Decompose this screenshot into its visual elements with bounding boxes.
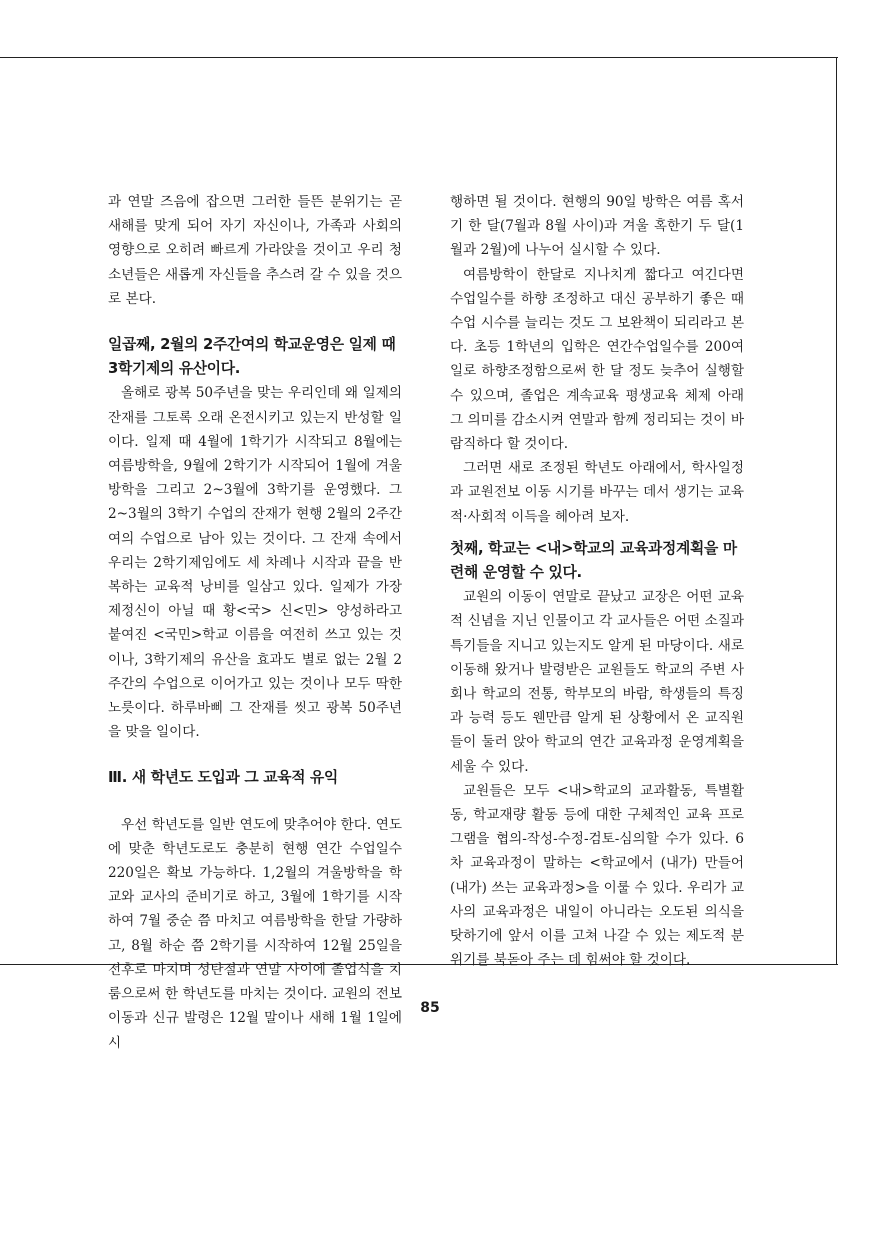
section-heading: 첫째, 학교는 <내>학교의 교육과정계획을 마련해 운영할 수 있다. (450, 539, 737, 582)
paragraph: 올해로 광복 50주년을 맞는 우리인데 왜 일제의 잔재를 그토록 오래 온전시키고 있는지 반성할 일이다. 일제 때 4월에 1학기가 시작되고 8월에는 여름방학을, 9월에 2학기가 시작되어 1월에 겨울방학을 그리고 2~3월에 3학기를 운영했다. 그 2~3월의 3학기 수업의 잔재가 현행 2월의 2주간여의 수업으로 남아 있는 것이다. 그 잔재 속에서 우리는 2학기제임에도 세 차례나 시작과 끝을 반복하는 교육적 낭비를 일삼고 있다. 일제가 가장 제정신이 아닐 때 황<국> 신<민> 양성하라고 붙여진 <국민>학교 이름을 여전히 쓰고 있는 것이나, 3학기제의 유산을 효과도 별로 없는 2월 2주간의 수업으로 이어가고 있는 것이나 모두 딱한 노릇이다. 하루바삐 그 잔재를 씻고 광복 50주년을 맞을 일이다. (108, 385, 402, 741)
paragraph: 행하면 될 것이다. 현행의 90일 방학은 여름 혹서기 한 달(7월과 8월 사이)과 겨울 혹한기 두 달(1월과 2월)에 나누어 실시할 수 있다. (450, 194, 744, 259)
left-column (108, 190, 402, 1055)
page-number: 85 (420, 1000, 440, 1016)
paragraph: 교원의 이동이 연말로 끝났고 교장은 어떤 교육적 신념을 지닌 인물이고 각 교사들은 어떤 소질과 특기들을 지니고 있는지도 알게 된 마당이다. 새로 이동해 왔거나 발령받은 교원들도 학교의 주변 사회나 학교의 전통, 학부모의 바람, 학생들의 특징과 능력 등도 웬만큼 알게 된 상황에서 온 교직원들이 둘러 앉아 학교의 연간 교육과정 운영계획을 세울 수 있다. (450, 589, 744, 775)
top-rule (0, 57, 838, 58)
right-column (450, 190, 744, 973)
paragraph: 여름방학이 한달로 지나치게 짧다고 여긴다면 수업일수를 하향 조정하고 대신 공부하기 좋은 때 수업 시수를 늘리는 것도 그 보완책이 되리라고 본다. 초등 1학년의 입학은 연간수업일수를 200여일로 하향조정함으로써 한 달 정도 늦추어 실행할 수 있으며, 졸업은 계속교육 평생교육 체제 아래 그 의미를 감소시켜 연말과 함께 정리되는 것이 바람직하다 할 것이다. (450, 266, 744, 453)
section-heading: Ⅲ. 새 학년도 도입과 그 교육적 유익 (108, 769, 339, 787)
paragraph: 그러면 새로 조정된 학년도 아래에서, 학사일정과 교원전보 이동 시기를 바꾸는 데서 생기는 교육적·사회적 이득을 헤아려 보자. (450, 460, 744, 525)
section-heading: 일곱째, 2월의 2주간여의 학교운영은 일제 때 3학기제의 유산이다. (108, 336, 396, 378)
paragraph: 우선 학년도를 일반 연도에 맞추어야 한다. 연도에 맞춘 학년도로도 충분히 현행 연간 수업일수 220일은 확보 가능하다. 1,2월의 겨울방학을 학교와 교사의 준비기로 하고, 3월에 1학기를 시작하여 7월 중순 쯤 마치고 여름방학을 한달 가량하고, 8월 하순 쯤 2학기를 시작하여 12월 25일을 전후로 마치며 성탄절과 연말 사이에 졸업식을 치룸으로써 한 학년도를 마치는 것이다. 교원의 전보 이동과 신규 발령은 12월 말이나 새해 1월 1일에 시 (108, 816, 402, 1051)
paragraph: 교원들은 모두 <내>학교의 교과활동, 특별활동, 학교재량 활동 등에 대한 구체적인 교육 프로그램을 협의-작성-수정-검토-심의할 수가 있다. 6차 교육과정이 말하는 <학교에서 (내가) 만들어 (내가) 쓰는 교육과정>을 이룰 수 있다. 우리가 교사의 교육과정은 내일이 아니라는 오도된 의식을 탓하기에 앞서 이를 고쳐 나갈 수 있는 제도적 분위기를 북돋아 주는 데 힘써야 할 것이다. (450, 782, 744, 969)
paragraph: 과 연말 즈음에 잡으면 그러한 들뜬 분위기는 곧 새해를 맞게 되어 자기 자신이나, 가족과 사회의 영향으로 오히려 빠르게 가라앉을 것이고 우리 청소년들은 새롭게 자신들을 추스려 갈 수 있을 것으로 본다. (108, 194, 402, 307)
right-rule (836, 57, 837, 965)
